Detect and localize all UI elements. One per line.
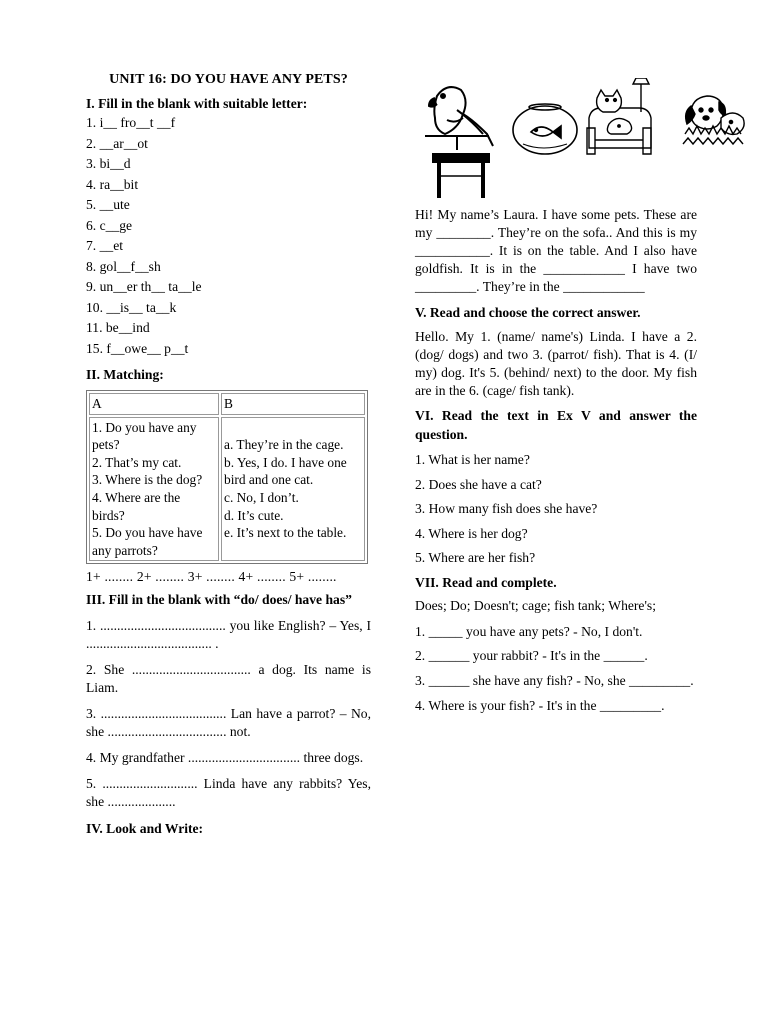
list-item: 5. Do you have have any parrots? xyxy=(92,525,203,558)
list-item: 15. f__owe__ p__t xyxy=(86,340,189,356)
section-6-heading: VI. Read the text in Ex V and answer the question. xyxy=(415,408,697,442)
list-item: 1. ..................................... you like English? – Yes, I ..................................... . xyxy=(86,618,371,652)
cats-on-sofa-image xyxy=(583,78,655,162)
list-item: 8. gol__f__sh xyxy=(86,258,161,274)
list-item: 1. What is her name? xyxy=(415,452,530,467)
list-item: c. No, I don’t. xyxy=(224,489,299,505)
section-2-heading: II. Matching: xyxy=(86,367,164,382)
list-item: 4. Where is your fish? - It's in the _________. xyxy=(415,697,665,713)
list-item: d. It’s cute. xyxy=(224,507,284,523)
list-item: 3. ______ she have any fish? - No, she _________. xyxy=(415,672,694,688)
right-column xyxy=(415,76,697,718)
list-item: 4. Where is her dog? xyxy=(415,525,528,541)
left-column xyxy=(86,72,371,838)
list-item: 3. Where is the dog? xyxy=(92,472,203,488)
matching-answers: 1+ ........ 2+ ........ 3+ ........ 4+ ........ 5+ ........ xyxy=(86,569,337,585)
list-item: 5. Where are her fish? xyxy=(415,550,536,565)
list-item: 9. un__er th__ ta__le xyxy=(86,279,202,294)
column-b-header: B xyxy=(221,393,365,415)
list-item: 2. Does she have a cat? xyxy=(415,476,542,492)
list-item: 1. _____ you have any pets? - No, I don't. xyxy=(415,623,643,639)
section-7-heading: VII. Read and complete. xyxy=(415,574,557,590)
matching-table xyxy=(86,390,368,564)
section-7-word-bank: Does; Do; Doesn't; cage; fish tank; Where's; xyxy=(415,597,656,613)
list-item: 1. Do you have any pets? xyxy=(92,419,197,453)
list-item: 4. My grandfather ................................. three dogs. xyxy=(86,750,364,766)
section-5-heading: V. Read and choose the correct answer. xyxy=(415,305,641,320)
list-item: 10. __is__ ta__k xyxy=(86,299,177,315)
list-item: 5. ............................ Linda have any rabbits? Yes, she .................... xyxy=(86,776,371,810)
list-item: b. Yes, I do. I have one bird and one cat. xyxy=(224,454,347,488)
dogs-image xyxy=(681,84,751,154)
list-item: 5. __ute xyxy=(86,197,130,212)
list-item: 6. c__ge xyxy=(86,217,133,233)
section-5-text: Hello. My 1. (name/ name's) Linda. I have a 2. (dog/ dogs) and two 3. (parrot/ fish). That is 4. (I/ my) dog. It's 5. (behind/ next) to the door. My fish are in the 6. (cage/ fish tank). xyxy=(415,329,697,398)
page-title: UNIT 16: DO YOU HAVE ANY PETS? xyxy=(109,72,348,87)
pet-pictures xyxy=(415,76,697,200)
list-item: 2. She ................................... a dog. Its name is Liam. xyxy=(86,662,371,696)
list-item: 11. be__ind xyxy=(86,320,150,335)
list-item: 3. bi__d xyxy=(86,156,131,171)
list-item: 3. How many fish does she have? xyxy=(415,501,598,516)
list-item: 2. That’s my cat. xyxy=(92,454,182,470)
section-1-heading: I. Fill in the blank with suitable letter: xyxy=(86,96,308,111)
list-item: 4. Where are the birds? xyxy=(92,489,181,523)
section-1-list xyxy=(86,113,371,359)
column-a-cell xyxy=(89,417,219,562)
section-3-heading: III. Fill in the blank with “do/ does/ have has” xyxy=(86,592,352,608)
list-item: a. They’re in the cage. xyxy=(224,437,344,453)
list-item: 2. __ar__ot xyxy=(86,135,148,151)
parrot-on-table-image xyxy=(417,80,509,200)
list-item: e. It’s next to the table. xyxy=(224,525,347,541)
column-b-cell xyxy=(221,417,365,562)
passage-look-and-write: Hi! My name’s Laura. I have some pets. These are my ________. They’re on the sofa.. And this is my ___________. It is on the table. And I also have goldfish. It is in the ____________ I have two _________. They’re in the ____________ xyxy=(415,207,697,294)
list-item: 4. ra__bit xyxy=(86,176,139,192)
list-item: 7. __et xyxy=(86,238,123,253)
list-item: 2. ______ your rabbit? - It's in the ______. xyxy=(415,648,648,663)
section-4-heading: IV. Look and Write: xyxy=(86,821,204,837)
fish-bowl-image xyxy=(509,98,581,156)
list-item: 3. ..................................... Lan have a parrot? – No, she ................................... not. xyxy=(86,706,371,740)
list-item: 1. i__ fro__t __f xyxy=(86,115,176,130)
column-a-header: A xyxy=(89,393,219,415)
